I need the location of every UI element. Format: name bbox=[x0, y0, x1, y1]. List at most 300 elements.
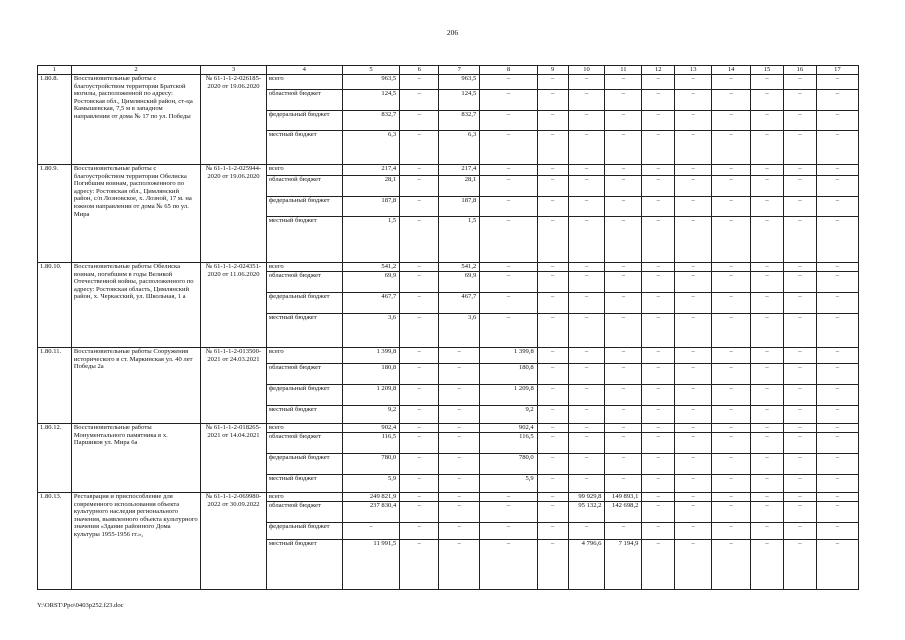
amount-cell: – bbox=[751, 217, 784, 263]
amount-cell: – bbox=[751, 197, 784, 217]
column-number-header: 12 bbox=[642, 66, 675, 75]
amount-cell: – bbox=[642, 272, 675, 293]
column-number-header: 14 bbox=[712, 66, 751, 75]
amount-cell: – bbox=[400, 475, 439, 493]
amount-cell: 832,7 bbox=[342, 111, 399, 131]
amount-cell: – bbox=[642, 475, 675, 493]
amount-cell: – bbox=[605, 197, 642, 217]
item-number: 1.80.12. bbox=[38, 424, 72, 493]
amount-cell: – bbox=[642, 263, 675, 272]
amount-cell: – bbox=[751, 540, 784, 590]
amount-cell: 1 399,8 bbox=[480, 348, 537, 364]
amount-cell: – bbox=[712, 197, 751, 217]
amount-cell: 116,5 bbox=[342, 433, 399, 454]
column-number-row bbox=[38, 66, 859, 75]
amount-cell: – bbox=[400, 364, 439, 385]
amount-cell: 187,8 bbox=[342, 197, 399, 217]
amount-cell: – bbox=[400, 176, 439, 197]
amount-cell: – bbox=[712, 263, 751, 272]
amount-cell: 4 796,6 bbox=[568, 540, 605, 590]
amount-cell: – bbox=[642, 314, 675, 348]
amount-cell: – bbox=[783, 176, 816, 197]
amount-cell: – bbox=[675, 433, 712, 454]
amount-cell: – bbox=[783, 523, 816, 540]
amount-cell: – bbox=[537, 523, 568, 540]
amount-cell: – bbox=[816, 502, 858, 523]
amount-cell: – bbox=[712, 454, 751, 475]
amount-cell: 832,7 bbox=[439, 111, 480, 131]
amount-cell: 963,5 bbox=[439, 75, 480, 90]
amount-cell: – bbox=[675, 523, 712, 540]
table-body bbox=[38, 75, 859, 590]
amount-cell: – bbox=[400, 523, 439, 540]
column-number-header: 8 bbox=[480, 66, 537, 75]
amount-cell: – bbox=[783, 111, 816, 131]
expertise-document: № 61-1-1-2-024351-2020 от 11.06.2020 bbox=[201, 263, 267, 348]
amount-cell: 7 194,9 bbox=[605, 540, 642, 590]
amount-cell: – bbox=[783, 75, 816, 90]
table-row bbox=[38, 348, 859, 364]
amount-cell: – bbox=[642, 502, 675, 523]
amount-cell: – bbox=[712, 293, 751, 314]
funding-source: областной бюджет bbox=[266, 272, 342, 293]
amount-cell: – bbox=[751, 165, 784, 176]
amount-cell: – bbox=[605, 75, 642, 90]
amount-cell: – bbox=[712, 424, 751, 433]
amount-cell: – bbox=[642, 165, 675, 176]
amount-cell: 780,0 bbox=[342, 454, 399, 475]
amount-cell: – bbox=[439, 502, 480, 523]
amount-cell: – bbox=[400, 131, 439, 165]
amount-cell: – bbox=[751, 348, 784, 364]
amount-cell: – bbox=[642, 540, 675, 590]
funding-source: местный бюджет bbox=[266, 131, 342, 165]
amount-cell: 124,5 bbox=[439, 90, 480, 111]
amount-cell: – bbox=[537, 364, 568, 385]
amount-cell: – bbox=[675, 176, 712, 197]
amount-cell: – bbox=[400, 111, 439, 131]
amount-cell: – bbox=[605, 176, 642, 197]
amount-cell: – bbox=[816, 406, 858, 424]
amount-cell: – bbox=[816, 272, 858, 293]
amount-cell: – bbox=[783, 272, 816, 293]
amount-cell: – bbox=[642, 348, 675, 364]
funding-source: областной бюджет bbox=[266, 502, 342, 523]
work-name: Восстановительные работы с благоустройством территории Братской могилы, расположенной по адресу: Ростовская обл., Цимлянский район, ст-ца Камышевская, 7,5 м в западном направлении от дома № 17 по ул. Победы bbox=[71, 75, 200, 165]
amount-cell: – bbox=[816, 176, 858, 197]
amount-cell: – bbox=[783, 314, 816, 348]
funding-source: местный бюджет bbox=[266, 217, 342, 263]
amount-cell: – bbox=[537, 217, 568, 263]
amount-cell: – bbox=[675, 424, 712, 433]
amount-cell: – bbox=[816, 475, 858, 493]
item-number: 1.80.8. bbox=[38, 75, 72, 165]
amount-cell: – bbox=[605, 314, 642, 348]
amount-cell: – bbox=[480, 217, 537, 263]
amount-cell: – bbox=[751, 293, 784, 314]
amount-cell: – bbox=[816, 348, 858, 364]
column-number-header: 2 bbox=[71, 66, 200, 75]
column-number-header: 9 bbox=[537, 66, 568, 75]
amount-cell: – bbox=[400, 385, 439, 406]
amount-cell: – bbox=[439, 348, 480, 364]
table-row bbox=[38, 424, 859, 433]
amount-cell: – bbox=[712, 90, 751, 111]
amount-cell: 6,3 bbox=[342, 131, 399, 165]
amount-cell: – bbox=[712, 111, 751, 131]
column-number-header: 3 bbox=[201, 66, 267, 75]
amount-cell: 541,2 bbox=[342, 263, 399, 272]
amount-cell: – bbox=[439, 385, 480, 406]
amount-cell: – bbox=[568, 293, 605, 314]
funding-source: областной бюджет bbox=[266, 176, 342, 197]
amount-cell: 3,6 bbox=[439, 314, 480, 348]
amount-cell: – bbox=[675, 111, 712, 131]
amount-cell: – bbox=[751, 90, 784, 111]
amount-cell: 1 209,8 bbox=[480, 385, 537, 406]
funding-source: местный бюджет bbox=[266, 475, 342, 493]
amount-cell: – bbox=[537, 475, 568, 493]
amount-cell: – bbox=[675, 131, 712, 165]
amount-cell: – bbox=[400, 348, 439, 364]
amount-cell: – bbox=[480, 111, 537, 131]
amount-cell: – bbox=[642, 217, 675, 263]
funding-source: федеральный бюджет bbox=[266, 293, 342, 314]
amount-cell: – bbox=[751, 493, 784, 502]
amount-cell: – bbox=[400, 424, 439, 433]
funding-source: федеральный бюджет bbox=[266, 111, 342, 131]
funding-source: местный бюджет bbox=[266, 540, 342, 590]
amount-cell: – bbox=[439, 475, 480, 493]
amount-cell: 963,5 bbox=[342, 75, 399, 90]
amount-cell: 9,2 bbox=[480, 406, 537, 424]
amount-cell: – bbox=[816, 424, 858, 433]
amount-cell: – bbox=[783, 217, 816, 263]
amount-cell: – bbox=[783, 493, 816, 502]
amount-cell: – bbox=[537, 454, 568, 475]
amount-cell: – bbox=[816, 433, 858, 454]
funding-source: федеральный бюджет bbox=[266, 385, 342, 406]
amount-cell: 149 893,1 bbox=[605, 493, 642, 502]
amount-cell: – bbox=[675, 165, 712, 176]
amount-cell: – bbox=[712, 406, 751, 424]
amount-cell: – bbox=[642, 293, 675, 314]
amount-cell: 28,1 bbox=[342, 176, 399, 197]
column-number-header: 5 bbox=[342, 66, 399, 75]
amount-cell: – bbox=[537, 75, 568, 90]
amount-cell: – bbox=[480, 197, 537, 217]
column-number-header: 4 bbox=[266, 66, 342, 75]
budget-table bbox=[37, 65, 859, 590]
amount-cell: – bbox=[568, 433, 605, 454]
funding-source: федеральный бюджет bbox=[266, 454, 342, 475]
amount-cell: – bbox=[605, 406, 642, 424]
amount-cell: – bbox=[675, 348, 712, 364]
amount-cell: – bbox=[642, 424, 675, 433]
funding-source: всего bbox=[266, 348, 342, 364]
amount-cell: – bbox=[712, 176, 751, 197]
amount-cell: – bbox=[642, 406, 675, 424]
amount-cell: 1 399,8 bbox=[342, 348, 399, 364]
amount-cell: – bbox=[816, 493, 858, 502]
amount-cell: – bbox=[480, 176, 537, 197]
expertise-document: № 61-1-1-2-026185-2020 от 19.06.2020 bbox=[201, 75, 267, 165]
amount-cell: – bbox=[783, 197, 816, 217]
amount-cell: – bbox=[783, 364, 816, 385]
amount-cell: 69,9 bbox=[439, 272, 480, 293]
amount-cell: – bbox=[816, 523, 858, 540]
amount-cell: 28,1 bbox=[439, 176, 480, 197]
amount-cell: – bbox=[400, 75, 439, 90]
amount-cell: – bbox=[751, 131, 784, 165]
amount-cell: 69,9 bbox=[342, 272, 399, 293]
amount-cell: – bbox=[783, 348, 816, 364]
amount-cell: – bbox=[675, 272, 712, 293]
amount-cell: – bbox=[642, 364, 675, 385]
amount-cell: – bbox=[751, 111, 784, 131]
amount-cell: – bbox=[568, 75, 605, 90]
amount-cell: 1,5 bbox=[342, 217, 399, 263]
amount-cell: – bbox=[537, 131, 568, 165]
column-number-header: 13 bbox=[675, 66, 712, 75]
amount-cell: 249 821,9 bbox=[342, 493, 399, 502]
amount-cell: – bbox=[605, 348, 642, 364]
amount-cell: – bbox=[568, 314, 605, 348]
amount-cell: – bbox=[816, 197, 858, 217]
amount-cell: – bbox=[400, 493, 439, 502]
column-number-header: 17 bbox=[816, 66, 858, 75]
amount-cell: – bbox=[439, 364, 480, 385]
amount-cell: 1 209,8 bbox=[342, 385, 399, 406]
amount-cell: – bbox=[816, 364, 858, 385]
amount-cell: – bbox=[783, 165, 816, 176]
amount-cell: – bbox=[712, 75, 751, 90]
amount-cell: – bbox=[816, 454, 858, 475]
item-number: 1.80.11. bbox=[38, 348, 72, 424]
amount-cell: – bbox=[816, 540, 858, 590]
amount-cell: – bbox=[816, 385, 858, 406]
amount-cell: 5,9 bbox=[342, 475, 399, 493]
amount-cell: 99 929,8 bbox=[568, 493, 605, 502]
column-number-header: 15 bbox=[751, 66, 784, 75]
amount-cell: – bbox=[783, 475, 816, 493]
amount-cell: – bbox=[675, 293, 712, 314]
amount-cell: – bbox=[783, 502, 816, 523]
amount-cell: – bbox=[568, 90, 605, 111]
amount-cell: 3,6 bbox=[342, 314, 399, 348]
amount-cell: 180,8 bbox=[480, 364, 537, 385]
amount-cell: – bbox=[783, 454, 816, 475]
amount-cell: – bbox=[480, 272, 537, 293]
amount-cell: – bbox=[642, 493, 675, 502]
amount-cell: – bbox=[605, 424, 642, 433]
amount-cell: – bbox=[712, 523, 751, 540]
amount-cell: – bbox=[751, 406, 784, 424]
amount-cell: – bbox=[342, 523, 399, 540]
amount-cell: – bbox=[537, 502, 568, 523]
amount-cell: – bbox=[751, 75, 784, 90]
amount-cell: – bbox=[751, 272, 784, 293]
amount-cell: – bbox=[751, 385, 784, 406]
amount-cell: – bbox=[712, 502, 751, 523]
amount-cell: 217,4 bbox=[342, 165, 399, 176]
amount-cell: – bbox=[400, 454, 439, 475]
amount-cell: 5,9 bbox=[480, 475, 537, 493]
amount-cell: – bbox=[568, 197, 605, 217]
amount-cell: – bbox=[675, 263, 712, 272]
amount-cell: 11 991,5 bbox=[342, 540, 399, 590]
amount-cell: – bbox=[605, 454, 642, 475]
amount-cell: – bbox=[675, 90, 712, 111]
amount-cell: – bbox=[400, 217, 439, 263]
amount-cell: 217,4 bbox=[439, 165, 480, 176]
amount-cell: – bbox=[675, 475, 712, 493]
amount-cell: – bbox=[568, 364, 605, 385]
amount-cell: – bbox=[712, 475, 751, 493]
file-path-footer: Y:\ORST\Ppo\0403p252.f23.doc bbox=[37, 602, 124, 609]
amount-cell: – bbox=[675, 406, 712, 424]
amount-cell: – bbox=[783, 424, 816, 433]
amount-cell: – bbox=[480, 523, 537, 540]
amount-cell: – bbox=[712, 348, 751, 364]
amount-cell: 180,8 bbox=[342, 364, 399, 385]
funding-source: областной бюджет bbox=[266, 364, 342, 385]
amount-cell: – bbox=[480, 502, 537, 523]
funding-source: всего bbox=[266, 493, 342, 502]
amount-cell: – bbox=[400, 433, 439, 454]
amount-cell: – bbox=[675, 364, 712, 385]
amount-cell: – bbox=[751, 502, 784, 523]
column-number-header: 1 bbox=[38, 66, 72, 75]
amount-cell: – bbox=[537, 111, 568, 131]
amount-cell: – bbox=[675, 493, 712, 502]
amount-cell: – bbox=[537, 385, 568, 406]
amount-cell: – bbox=[480, 90, 537, 111]
amount-cell: 541,2 bbox=[439, 263, 480, 272]
amount-cell: – bbox=[783, 263, 816, 272]
amount-cell: – bbox=[537, 197, 568, 217]
amount-cell: – bbox=[439, 493, 480, 502]
amount-cell: – bbox=[642, 176, 675, 197]
amount-cell: – bbox=[439, 424, 480, 433]
amount-cell: – bbox=[783, 433, 816, 454]
amount-cell: – bbox=[400, 263, 439, 272]
amount-cell: – bbox=[783, 406, 816, 424]
amount-cell: – bbox=[751, 454, 784, 475]
column-number-header: 16 bbox=[783, 66, 816, 75]
amount-cell: – bbox=[783, 90, 816, 111]
table-row bbox=[38, 165, 859, 176]
amount-cell: – bbox=[537, 293, 568, 314]
item-number: 1.80.13. bbox=[38, 493, 72, 590]
amount-cell: – bbox=[480, 131, 537, 165]
amount-cell: 6,3 bbox=[439, 131, 480, 165]
amount-cell: – bbox=[400, 293, 439, 314]
amount-cell: – bbox=[537, 424, 568, 433]
amount-cell: – bbox=[751, 314, 784, 348]
amount-cell: – bbox=[712, 165, 751, 176]
amount-cell: – bbox=[400, 314, 439, 348]
amount-cell: – bbox=[439, 523, 480, 540]
amount-cell: – bbox=[568, 406, 605, 424]
amount-cell: – bbox=[480, 165, 537, 176]
amount-cell: 467,7 bbox=[439, 293, 480, 314]
amount-cell: – bbox=[605, 293, 642, 314]
amount-cell: – bbox=[400, 540, 439, 590]
amount-cell: – bbox=[537, 406, 568, 424]
work-name: Восстановительные работы Сооружения исторического в ст. Маркинская ул. 40 лет Победы 2а bbox=[71, 348, 200, 424]
funding-source: местный бюджет bbox=[266, 406, 342, 424]
table-row bbox=[38, 263, 859, 272]
amount-cell: – bbox=[816, 75, 858, 90]
amount-cell: – bbox=[712, 364, 751, 385]
item-number: 1.80.9. bbox=[38, 165, 72, 263]
amount-cell: – bbox=[751, 364, 784, 385]
amount-cell: – bbox=[568, 217, 605, 263]
amount-cell: 142 698,2 bbox=[605, 502, 642, 523]
amount-cell: – bbox=[605, 523, 642, 540]
amount-cell: – bbox=[783, 385, 816, 406]
work-name: Восстановительные работы с благоустройством территории Обелиска Погибшим воинам, расположенного по адресу: Ростовская обл., Цимлянский район, с/п Лозновское, х. Лозной, 17 м. на южном направлении от дома № 65 по ул. Мира bbox=[71, 165, 200, 263]
amount-cell: – bbox=[568, 176, 605, 197]
amount-cell: – bbox=[642, 75, 675, 90]
amount-cell: – bbox=[605, 263, 642, 272]
funding-source: федеральный бюджет bbox=[266, 197, 342, 217]
funding-source: федеральный бюджет bbox=[266, 523, 342, 540]
amount-cell: – bbox=[816, 111, 858, 131]
amount-cell: – bbox=[816, 314, 858, 348]
amount-cell: – bbox=[568, 263, 605, 272]
amount-cell: – bbox=[605, 90, 642, 111]
amount-cell: – bbox=[400, 406, 439, 424]
amount-cell: – bbox=[568, 454, 605, 475]
amount-cell: – bbox=[605, 272, 642, 293]
amount-cell: 116,5 bbox=[480, 433, 537, 454]
amount-cell: – bbox=[712, 314, 751, 348]
amount-cell: – bbox=[537, 493, 568, 502]
amount-cell: – bbox=[816, 90, 858, 111]
funding-source: всего bbox=[266, 263, 342, 272]
amount-cell: 187,8 bbox=[439, 197, 480, 217]
amount-cell: – bbox=[712, 540, 751, 590]
amount-cell: – bbox=[537, 176, 568, 197]
amount-cell: – bbox=[439, 454, 480, 475]
amount-cell: – bbox=[712, 493, 751, 502]
amount-cell: – bbox=[816, 131, 858, 165]
amount-cell: – bbox=[675, 217, 712, 263]
amount-cell: – bbox=[783, 293, 816, 314]
amount-cell: 902,4 bbox=[342, 424, 399, 433]
amount-cell: – bbox=[642, 454, 675, 475]
funding-source: всего bbox=[266, 424, 342, 433]
amount-cell: – bbox=[568, 475, 605, 493]
amount-cell: – bbox=[712, 131, 751, 165]
amount-cell: – bbox=[537, 272, 568, 293]
funding-source: областной бюджет bbox=[266, 433, 342, 454]
work-name: Восстановительные работы Монументального памятника в х. Паршиков ул. Мира 6а bbox=[71, 424, 200, 493]
amount-cell: – bbox=[751, 424, 784, 433]
amount-cell: – bbox=[537, 90, 568, 111]
amount-cell: – bbox=[675, 385, 712, 406]
amount-cell: – bbox=[400, 165, 439, 176]
work-name: Восстановительные работы Обелиска воинам, погибшим в годы Великой Отечественной войны, расположенного по адресу: Ростовская область, Цимлянский район, х. Черкасский, ул. Школьная, 1 а bbox=[71, 263, 200, 348]
amount-cell: – bbox=[480, 540, 537, 590]
amount-cell: – bbox=[642, 433, 675, 454]
amount-cell: – bbox=[400, 90, 439, 111]
amount-cell: – bbox=[400, 197, 439, 217]
amount-cell: – bbox=[568, 348, 605, 364]
column-number-header: 6 bbox=[400, 66, 439, 75]
